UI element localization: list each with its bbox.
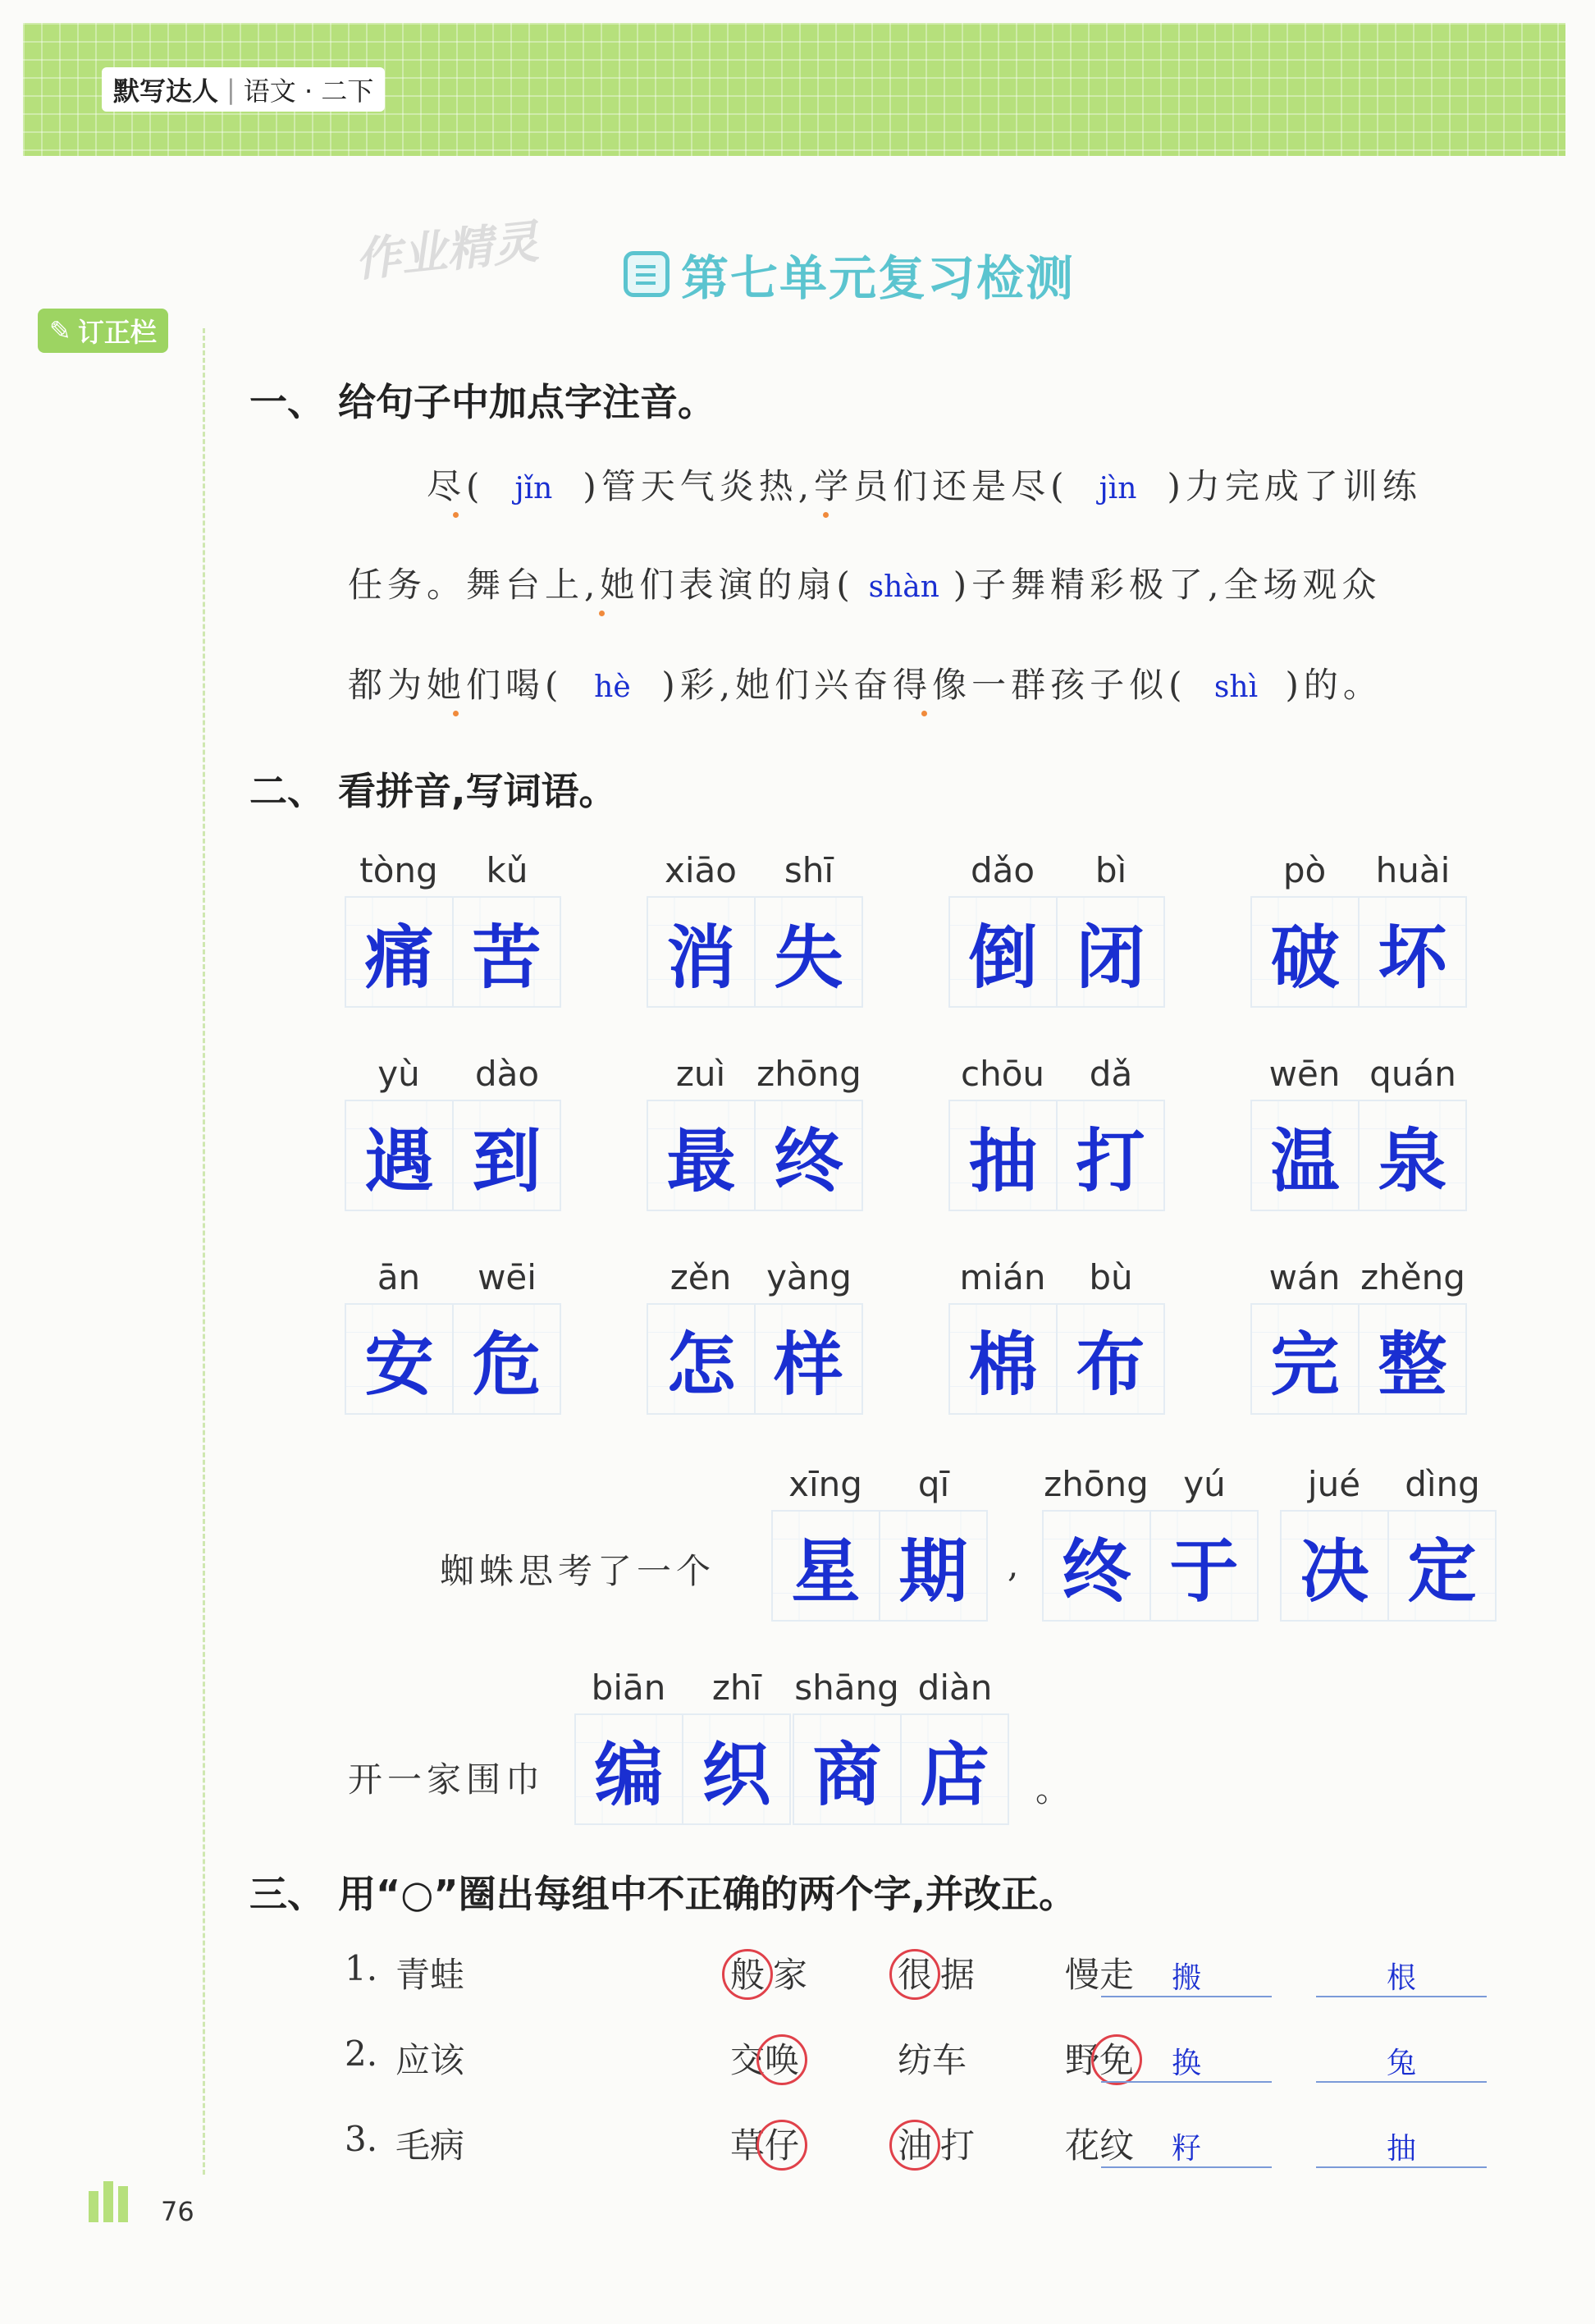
pinyin-syllable: mián <box>959 1257 1046 1297</box>
writing-grid <box>345 1303 561 1415</box>
character: 纹 <box>1099 2125 1135 2166</box>
character: 慢 <box>1065 1955 1100 1995</box>
pinyin-syllable: yú <box>1183 1464 1226 1504</box>
pinyin-row <box>948 1054 1165 1100</box>
answer-pinyin: jǐn <box>514 472 553 506</box>
handwritten-character: 店 <box>900 1715 1008 1823</box>
circled-character: 唤 <box>756 2034 807 2085</box>
section1-line3 <box>348 658 1382 707</box>
sentence1-comma: , <box>1008 1544 1024 1585</box>
writing-grid <box>771 1510 988 1622</box>
handwritten-character: 温 <box>1252 1101 1358 1210</box>
handwritten-character: 闭 <box>1056 898 1163 1006</box>
handwritten-character: 苦 <box>452 898 560 1006</box>
pinyin-syllable: yù <box>377 1054 420 1094</box>
section1-line2 <box>348 558 1382 607</box>
item-number-and-first-word <box>345 2119 377 2159</box>
handwritten-character: 星 <box>773 1512 879 1620</box>
word-option <box>395 1948 464 1997</box>
pinyin-word-box <box>345 850 561 1008</box>
text-segment: 尽( <box>427 466 485 506</box>
writing-grid <box>948 896 1165 1008</box>
handwritten-character: 样 <box>754 1305 861 1413</box>
pinyin-syllable: dǎo <box>970 850 1035 890</box>
handwritten-character: 期 <box>879 1512 986 1620</box>
section1-line1 <box>427 460 1422 509</box>
brand-name: 默写达人 <box>113 75 219 107</box>
word-option <box>730 2119 807 2171</box>
pinyin-word-box <box>771 1464 988 1622</box>
pinyin-syllable: quán <box>1369 1054 1456 1094</box>
character: 纺 <box>898 2040 933 2080</box>
pinyin-word-box <box>345 1054 561 1211</box>
handwritten-character: 遇 <box>346 1101 452 1210</box>
section3-title: 三、 用“○”圈出每组中不正确的两个字,并改正。 <box>249 1872 1077 1916</box>
writing-grid <box>1042 1510 1259 1622</box>
writing-grid <box>345 1100 561 1211</box>
handwritten-character: 布 <box>1056 1305 1163 1413</box>
correction-answer: 抽 <box>1316 2125 1487 2168</box>
handwritten-character: 决 <box>1282 1512 1387 1620</box>
answer-pinyin: hè <box>594 670 631 704</box>
character: 家 <box>773 1955 808 1995</box>
correction-answer: 根 <box>1316 1955 1487 1997</box>
correction-column-divider <box>203 328 205 2175</box>
character: 打 <box>940 2125 976 2166</box>
watermark: 作业精灵 <box>352 215 542 288</box>
character: 青 <box>395 1955 431 1995</box>
pinyin-word-box <box>948 850 1165 1008</box>
pinyin-word-box <box>948 1257 1165 1415</box>
handwritten-character: 定 <box>1387 1512 1495 1620</box>
handwritten-character: 完 <box>1252 1305 1358 1413</box>
handwritten-character: 织 <box>682 1715 789 1823</box>
handwritten-character: 失 <box>754 898 861 1006</box>
writing-grid <box>647 1100 863 1211</box>
item-number: 1. <box>345 1948 378 1988</box>
text-segment: )力完成了训练 <box>1167 466 1422 506</box>
pinyin-syllable: wēi <box>478 1257 537 1297</box>
pinyin-syllable: kǔ <box>486 850 528 890</box>
handwritten-character: 怎 <box>648 1305 754 1413</box>
circled-character: 很 <box>889 1949 940 2000</box>
pinyin-word-box <box>1250 1257 1467 1415</box>
pinyin-syllable: biān <box>591 1668 666 1708</box>
pencil-icon: ✎ <box>49 315 71 346</box>
writing-grid <box>1250 1303 1467 1415</box>
notebook-icon <box>624 251 670 297</box>
correction-answer: 搬 <box>1101 1955 1272 1997</box>
handwritten-character: 坏 <box>1358 898 1465 1006</box>
text-segment: )的。 <box>1285 665 1382 705</box>
word-option <box>395 2119 464 2168</box>
pinyin-syllable: wán <box>1268 1257 1341 1297</box>
circled-character: 免 <box>1091 2034 1142 2085</box>
pinyin-row <box>1250 1257 1467 1303</box>
pinyin-word-box <box>647 850 863 1008</box>
word-option <box>898 2119 975 2171</box>
circled-character: 般 <box>722 1949 773 2000</box>
word-option <box>730 2034 807 2085</box>
handwritten-character: 抽 <box>950 1101 1056 1210</box>
pinyin-syllable: dǎ <box>1089 1054 1133 1094</box>
handwritten-character: 到 <box>452 1101 560 1210</box>
pinyin-syllable: wēn <box>1268 1054 1341 1094</box>
circled-character: 仔 <box>756 2120 807 2171</box>
handwritten-character: 打 <box>1056 1101 1163 1210</box>
handwritten-character: 安 <box>346 1305 452 1413</box>
pinyin-row <box>345 1257 561 1303</box>
item-number: 3. <box>345 2119 378 2159</box>
handwritten-character: 破 <box>1252 898 1358 1006</box>
handwritten-character: 编 <box>576 1715 682 1823</box>
text-segment: )子舞精彩极了,全场观众 <box>953 565 1382 605</box>
pinyin-word-box <box>647 1257 863 1415</box>
pinyin-syllable: qī <box>917 1464 950 1504</box>
writing-grid <box>793 1713 1009 1825</box>
pinyin-syllable: zěn <box>670 1257 732 1297</box>
word-option <box>898 1948 975 2000</box>
handwritten-character: 泉 <box>1358 1101 1465 1210</box>
pinyin-syllable: xiāo <box>665 850 737 890</box>
sentence1-prefix: 蜘蛛思考了一个 <box>440 1551 716 1591</box>
section1-title: 一、 给句子中加点字注音。 <box>249 380 716 424</box>
writing-grid <box>647 896 863 1008</box>
handwritten-character: 消 <box>648 898 754 1006</box>
text-segment: )管天气炎热,学员们还是尽( <box>583 466 1069 506</box>
character: 应 <box>395 2040 431 2080</box>
pinyin-syllable: bì <box>1095 850 1127 890</box>
character: 毛 <box>395 2125 431 2166</box>
character: 该 <box>430 2040 465 2080</box>
pinyin-syllable: huài <box>1375 850 1451 890</box>
pinyin-syllable: tòng <box>359 850 438 890</box>
unit-title-text: 第七单元复习检测 <box>681 250 1076 306</box>
pinyin-syllable: shī <box>784 850 834 890</box>
writing-grid <box>1250 1100 1467 1211</box>
pinyin-row <box>1250 1054 1467 1100</box>
handwritten-character: 整 <box>1358 1305 1465 1413</box>
pinyin-syllable: zuì <box>675 1054 726 1094</box>
pinyin-row <box>948 1257 1165 1303</box>
circled-character: 油 <box>889 2120 940 2171</box>
pinyin-row <box>345 1054 561 1100</box>
divider: | <box>226 74 235 105</box>
pinyin-word-box <box>1280 1464 1497 1622</box>
handwritten-character: 商 <box>794 1715 900 1823</box>
character: 蛙 <box>430 1955 465 1995</box>
writing-grid <box>574 1713 791 1825</box>
answer-pinyin: jìn <box>1099 472 1137 506</box>
writing-grid <box>948 1100 1165 1211</box>
pinyin-syllable: diàn <box>917 1668 993 1708</box>
character: 病 <box>430 2125 465 2166</box>
handwritten-character: 危 <box>452 1305 560 1413</box>
correction-answer: 换 <box>1101 2040 1272 2083</box>
pinyin-word-box <box>1042 1464 1259 1622</box>
handwritten-character: 于 <box>1149 1512 1257 1620</box>
pinyin-syllable: bù <box>1089 1257 1133 1297</box>
handwritten-character: 倒 <box>950 898 1056 1006</box>
word-option <box>395 2034 464 2083</box>
correction-tag <box>38 309 168 353</box>
pinyin-row <box>948 850 1165 896</box>
character: 交 <box>730 2040 766 2080</box>
pinyin-word-box <box>793 1668 1009 1825</box>
writing-grid <box>647 1303 863 1415</box>
pinyin-syllable: ān <box>377 1257 421 1297</box>
pinyin-row <box>647 1257 863 1303</box>
character: 花 <box>1065 2125 1100 2166</box>
pinyin-word-box <box>1250 850 1467 1008</box>
text-segment: 任务。舞台上,她们表演的扇( <box>348 565 855 605</box>
page-decoration <box>89 2181 133 2226</box>
subject-label: 语文 · 二下 <box>243 75 374 107</box>
answer-pinyin: shì <box>1213 670 1259 704</box>
pinyin-syllable: chōu <box>960 1054 1045 1094</box>
word-option <box>898 2034 967 2083</box>
pinyin-syllable: zhōng <box>756 1054 861 1094</box>
correction-answer: 籽 <box>1101 2125 1272 2168</box>
pinyin-row <box>574 1668 791 1713</box>
pinyin-syllable: xīng <box>788 1464 862 1504</box>
pinyin-syllable: yàng <box>766 1257 852 1297</box>
correction-answer: 兔 <box>1316 2040 1487 2083</box>
word-option <box>730 1948 807 2000</box>
sentence2-prefix: 开一家围巾 <box>348 1759 546 1800</box>
handwritten-character: 最 <box>648 1101 754 1210</box>
pinyin-word-box <box>574 1668 791 1825</box>
pinyin-row <box>793 1668 1009 1713</box>
unit-title <box>624 240 1075 309</box>
writing-grid <box>1250 896 1467 1008</box>
writing-grid <box>948 1303 1165 1415</box>
pinyin-row <box>345 850 561 896</box>
pinyin-syllable: zhěng <box>1360 1257 1465 1297</box>
character: 据 <box>940 1955 976 1995</box>
pinyin-syllable: dìng <box>1405 1464 1480 1504</box>
handwritten-character: 终 <box>754 1101 861 1210</box>
pinyin-row <box>1042 1464 1259 1510</box>
character: 野 <box>1065 2040 1100 2080</box>
pinyin-syllable: shāng <box>794 1668 899 1708</box>
section2-title: 二、 看拼音,写词语。 <box>249 769 617 813</box>
pinyin-word-box <box>647 1054 863 1211</box>
text-segment: )彩,她们兴奋得像一群孩子似( <box>661 665 1187 705</box>
pinyin-word-box <box>948 1054 1165 1211</box>
writing-grid <box>1280 1510 1497 1622</box>
pinyin-row <box>1250 850 1467 896</box>
sentence2-end: 。 <box>1035 1769 1076 1809</box>
pinyin-syllable: zhī <box>711 1668 762 1708</box>
character: 走 <box>1099 1955 1135 1995</box>
handwritten-character: 终 <box>1044 1512 1149 1620</box>
correction-label: 订正栏 <box>77 317 157 348</box>
handwritten-character: 痛 <box>346 898 452 1006</box>
pinyin-row <box>1280 1464 1497 1510</box>
pinyin-syllable: pò <box>1282 850 1327 890</box>
page-number: 76 <box>161 2196 194 2227</box>
pinyin-word-box <box>345 1257 561 1415</box>
pinyin-syllable: dào <box>474 1054 540 1094</box>
item-number-and-first-word <box>345 1948 377 1988</box>
pinyin-row <box>771 1464 988 1510</box>
pinyin-row <box>647 1054 863 1100</box>
header-tag <box>102 67 385 112</box>
item-number: 2. <box>345 2034 378 2074</box>
writing-grid <box>345 896 561 1008</box>
pinyin-syllable: zhōng <box>1044 1464 1149 1504</box>
character: 草 <box>730 2125 766 2166</box>
item-number-and-first-word <box>345 2034 377 2074</box>
character: 车 <box>932 2040 967 2080</box>
pinyin-word-box <box>1250 1054 1467 1211</box>
pinyin-row <box>647 850 863 896</box>
pinyin-syllable: jué <box>1307 1464 1361 1504</box>
text-segment: 都为她们喝( <box>348 665 564 705</box>
handwritten-character: 棉 <box>950 1305 1056 1413</box>
answer-pinyin: shàn <box>868 570 939 604</box>
